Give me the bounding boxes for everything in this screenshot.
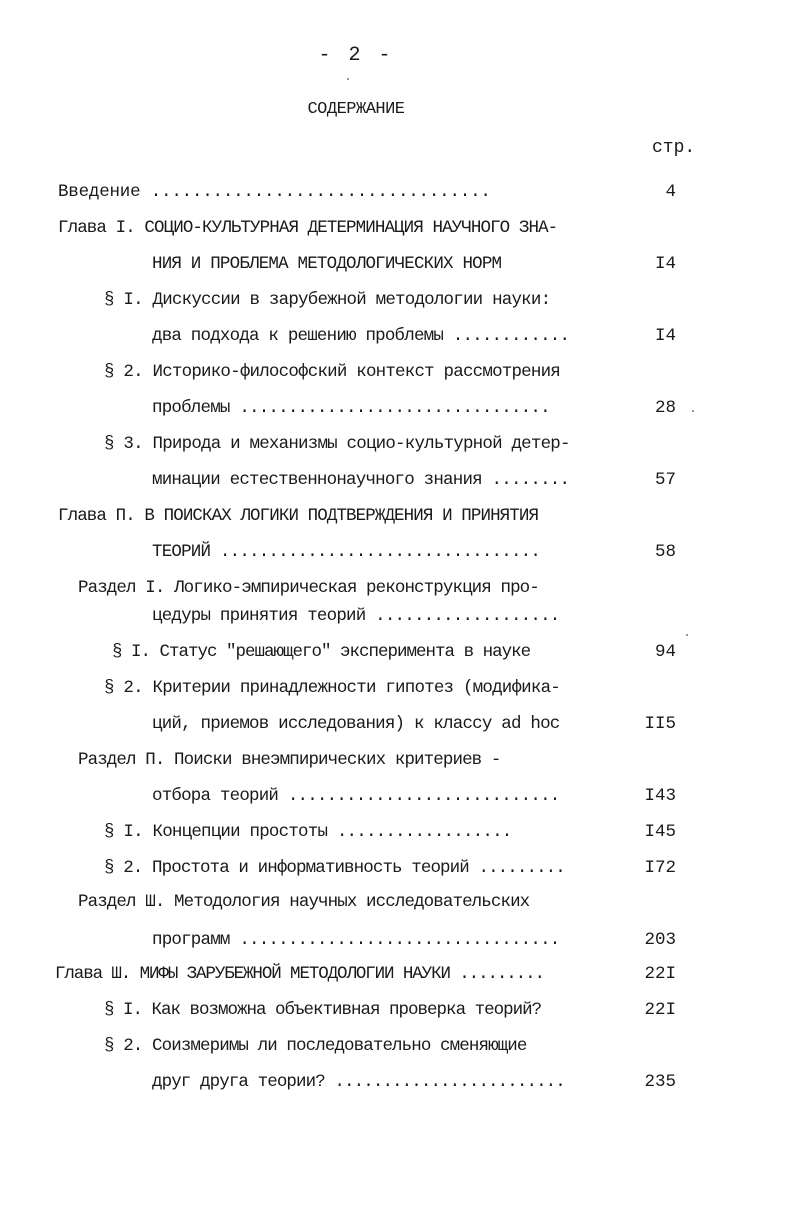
- page-title: СОДЕРЖАНИЕ: [307, 100, 405, 119]
- toc-page-number: I4: [654, 326, 676, 346]
- toc-entry-section-1-1: § I. Дискуссии в зарубежной методологии науки:: [104, 290, 551, 310]
- scan-speck: [692, 410, 694, 412]
- toc-entry-chapter-1-cont: НИЯ И ПРОБЛЕМА МЕТОДОЛОГИЧЕСКИХ НОРМ: [152, 254, 502, 274]
- toc-entry-part-2-cont: отбора теорий ............................: [152, 786, 560, 806]
- toc-entry-chapter-2-cont: ТЕОРИЙ .................................: [152, 542, 541, 562]
- toc-page-number: I4: [654, 254, 676, 274]
- toc-entry-chapter-3: Глава Ш. МИФЫ ЗАРУБЕЖНОЙ МЕТОДОЛОГИИ НАУКИ .........: [55, 964, 544, 984]
- toc-entry-introduction: Введение .................................: [58, 182, 491, 202]
- toc-entry-section-3-1: § I. Как возможна объективная проверка теорий?: [104, 1000, 542, 1020]
- toc-entry-section-2-2-cont: ций, приемов исследования) к классу ad hoc: [152, 714, 560, 734]
- toc-entry-chapter-2: Глава П. В ПОИСКАХ ЛОГИКИ ПОДТВЕРЖДЕНИЯ И ПРИНЯТИЯ: [58, 506, 539, 526]
- toc-entry-section-2-2: § 2. Критерии принадлежности гипотез (модифика-: [104, 678, 560, 698]
- toc-entry-part-3: Раздел Ш. Методология научных исследовательских: [78, 892, 530, 912]
- toc-page-number: 22I: [644, 1000, 676, 1020]
- toc-entry-section-1-2-cont: проблемы ................................: [152, 398, 550, 418]
- toc-entry-part-1: Раздел I. Логико-эмпирическая реконструкция про-: [78, 578, 539, 598]
- toc-page-number: 22I: [644, 964, 676, 984]
- toc-entry-part-2: Раздел П. Поиски внеэмпирических критериев -: [78, 750, 501, 770]
- toc-page-number: I43: [644, 786, 676, 806]
- toc-page-number: 4: [665, 182, 676, 202]
- toc-page-number: 203: [644, 930, 676, 950]
- scan-speck: [347, 78, 349, 80]
- toc-page-number: 235: [644, 1072, 676, 1092]
- toc-page-number: 57: [654, 470, 676, 490]
- toc-entry-section-1-2: § 2. Историко-философский контекст рассмотрения: [104, 362, 560, 382]
- toc-entry-section-3-2: § 2. Соизмеримы ли последовательно сменяющие: [104, 1036, 527, 1056]
- toc-page-number: I72: [644, 858, 676, 878]
- toc-entry-section-1-3: § 3. Природа и механизмы социо-культурной детер-: [104, 434, 570, 454]
- scan-speck: [686, 634, 688, 636]
- toc-page-number: II5: [644, 714, 676, 734]
- toc-page-number: 94: [654, 642, 676, 662]
- page-number: - 2 -: [318, 44, 394, 67]
- toc-entry-part-3-cont: программ .................................: [152, 930, 560, 950]
- toc-page-number: I45: [644, 822, 676, 842]
- toc-entry-section-2-4: § 2. Простота и информативность теорий .........: [104, 858, 565, 878]
- toc-page-number: 28: [654, 398, 676, 418]
- page-column-header: стр.: [652, 138, 696, 158]
- toc-entry-section-2-1: § I. Статус "решающего" эксперимента в науке: [112, 642, 531, 662]
- toc-entry-section-1-1-cont: два подхода к решению проблемы ............: [152, 326, 570, 346]
- toc-entry-part-1-cont: цедуры принятия теорий ...................: [152, 606, 560, 626]
- toc-entry-section-1-3-cont: минации естественнонаучного знания ........: [152, 470, 570, 490]
- toc-entry-section-3-2-cont: друг друга теории? ........................: [152, 1072, 565, 1092]
- toc-entry-section-2-3: § I. Концепции простоты ..................: [104, 822, 512, 842]
- toc-page-number: 58: [654, 542, 676, 562]
- toc-entry-chapter-1: Глава I. СОЦИО-КУЛЬТУРНАЯ ДЕТЕРМИНАЦИЯ НАУЧНОГО ЗНА-: [58, 218, 558, 238]
